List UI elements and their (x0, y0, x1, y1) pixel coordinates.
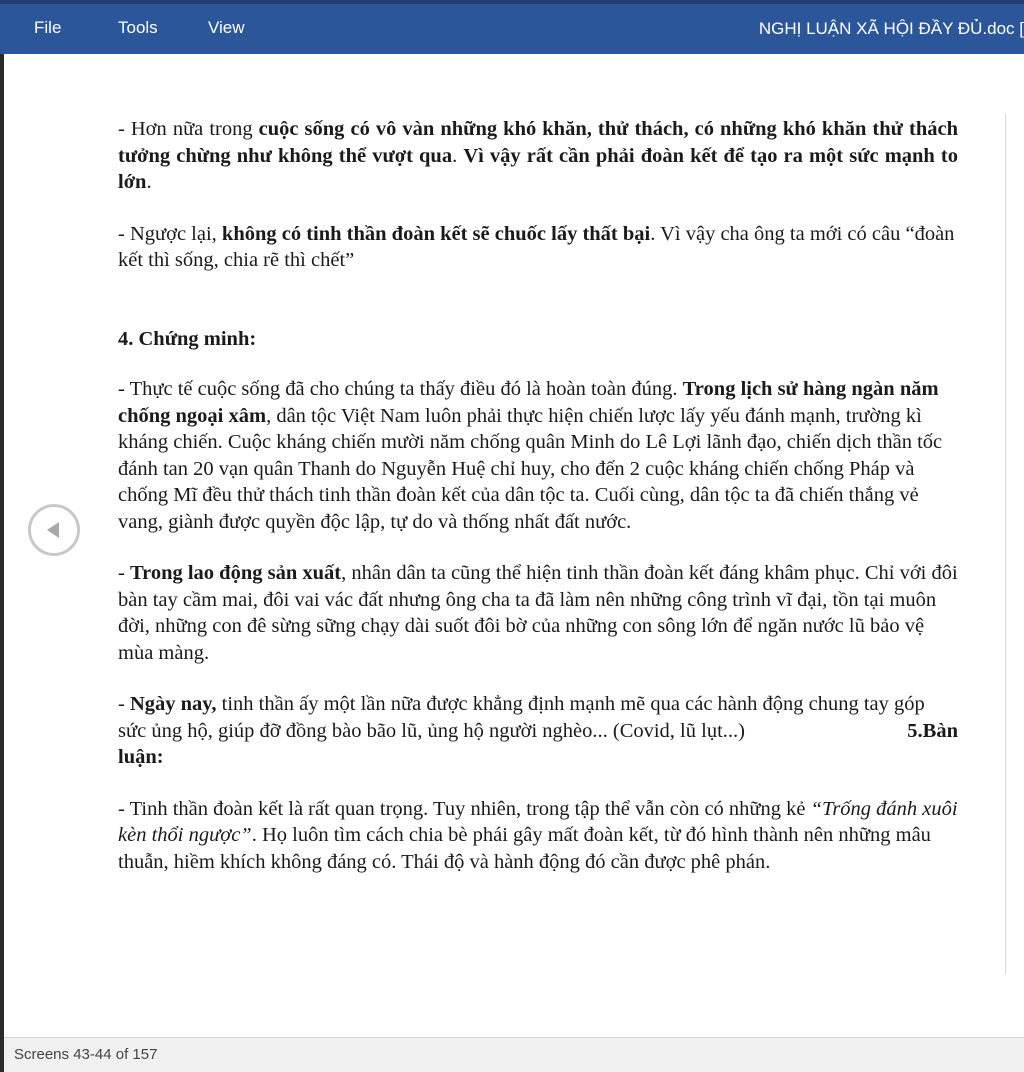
title-bar (0, 0, 1024, 54)
heading-ban-luan-part2: luận: (118, 746, 164, 768)
paragraph-reason-2: - Ngược lại, không có tinh thần đoàn kết sẽ chuốc lấy thất bại. Vì vậy cha ông ta mới có câu “đoàn kết thì sống, chia rẽ thì chết” (118, 222, 955, 271)
menu-view[interactable]: View (208, 18, 245, 37)
menu-file[interactable]: File (34, 18, 62, 37)
paragraph-labor: - Trong lao động sản xuất, nhân dân ta cũng thể hiện tinh thần đoàn kết đáng khâm phục. Chỉ với đôi bàn tay cầm mai, đôi vai vác đất nhưng ông cha ta đã làm nên những công trình vĩ đại, tồn tại muôn đời, những con đê sừng sững chạy dài suốt đôi bờ của những con sông lớn để ngăn nước lũ bảo vệ mùa màng. (118, 562, 958, 664)
status-bar (4, 1037, 1024, 1072)
document-title: NGHỊ LUẬN XÃ HỘI ĐẦY ĐỦ.doc [ (758, 19, 1024, 38)
paragraph-discussion: - Tinh thần đoàn kết là rất quan trọng. Tuy nhiên, trong tập thể vẫn còn có những kẻ “Trống đánh xuôi kèn thổi ngược”. Họ luôn tìm cách chia bè phái gây mất đoàn kết, từ đó hình thành nên những mâu thuẫn, hiềm khích không đáng có. Thái độ và hành động đó cần được phê phán. (118, 797, 958, 873)
chevron-left-icon (47, 522, 59, 538)
page-counter: Screens 43-44 of 157 (14, 1046, 158, 1063)
menu-tools[interactable]: Tools (118, 18, 158, 37)
paragraph-reason-1: - Hơn nữa trong cuộc sống có vô vàn những khó khăn, thử thách, có những khó khăn thử thách tưởng chừng như không thể vượt qua. Vì vậy rất cần phải đoàn kết để tạo ra một sức mạnh to lớn. (118, 118, 959, 193)
document-page (118, 116, 958, 875)
heading-ban-luan-part1: 5.Bàn (907, 719, 958, 742)
heading-chung-minh: 4. Chứng minh: (118, 327, 257, 350)
document-viewport[interactable] (4, 54, 1024, 1037)
page-edge (1005, 114, 1006, 974)
paragraph-history: - Thực tế cuộc sống đã cho chúng ta thấy điều đó là hoàn toàn đúng. Trong lịch sử hàng ngàn năm chống ngoại xâm, dân tộc Việt Nam luôn phải thực hiện chiến lược lấy yếu đánh mạnh, trường kì kháng chiến. Cuộc kháng chiến mười năm chống quân Minh do Lê Lợi lãnh đạo, chiến dịch thần tốc đánh tan 20 vạn quân Thanh do Nguyễn Huệ chỉ huy, cho đến 2 cuộc kháng chiến chống Pháp và chống Mĩ đều thử thách tinh thần đoàn kết của dân tộc ta. Cuối cùng, dân tộc ta đã chiến thắng vẻ vang, giành được quyền độc lập, tự do và thống nhất đất nước. (118, 378, 943, 533)
previous-page-button[interactable] (28, 504, 80, 556)
paragraph-today: - Ngày nay, tinh thần ấy một lần nữa được khẳng định mạnh mẽ qua các hành động chung tay góp sức ủng hộ, giúp đỡ đồng bào bão lũ, ủng hộ người nghèo... (Covid, lũ lụt...) 5.Bàn (118, 691, 958, 744)
